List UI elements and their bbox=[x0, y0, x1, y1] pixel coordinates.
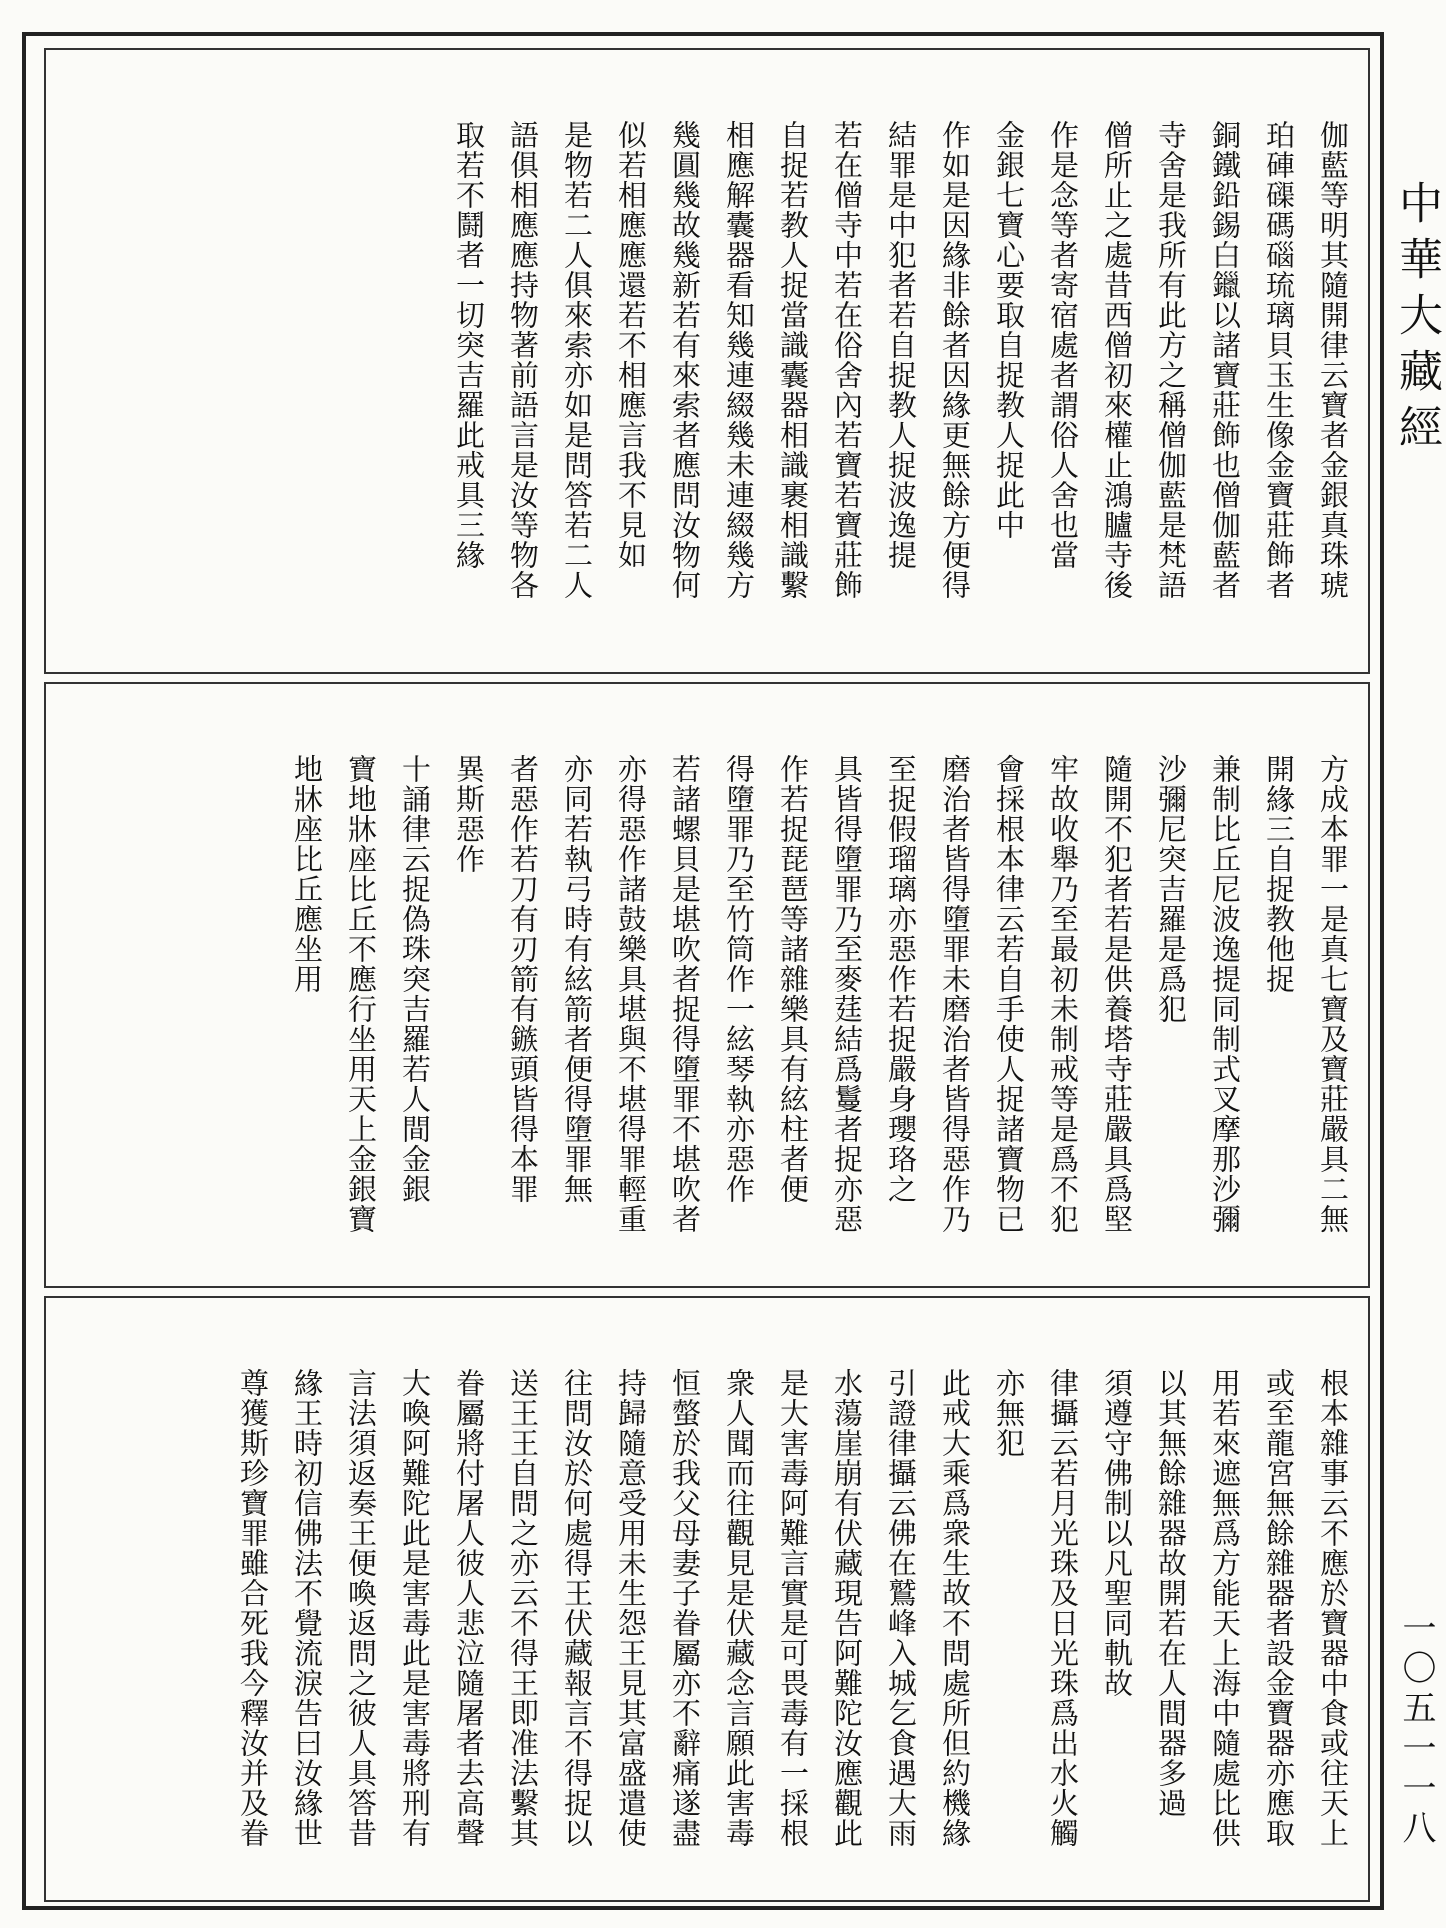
text-panel-middle bbox=[44, 682, 1370, 1288]
text-panel-top bbox=[44, 48, 1370, 674]
text-column: 得墮罪乃至竹筒作一絃琴執亦惡作 bbox=[722, 754, 756, 1204]
text-column: 磨治者皆得墮罪未磨治者皆得惡作乃 bbox=[938, 754, 972, 1234]
text-column: 恒螫於我父母妻子眷屬亦不辭痛遂盡 bbox=[668, 1368, 702, 1848]
text-panel-bottom bbox=[44, 1296, 1370, 1902]
text-column: 自捉若教人捉當識囊器相識裹相識繫 bbox=[776, 120, 810, 600]
text-column: 以其無餘雜器故開若在人間器多過 bbox=[1154, 1368, 1188, 1818]
column-group bbox=[226, 1298, 1360, 1900]
text-column: 者惡作若刀有刃箭有鏃頭皆得本罪 bbox=[506, 754, 540, 1204]
text-column: 十誦律云捉偽珠突吉羅若人間金銀 bbox=[398, 754, 432, 1204]
text-column: 開緣三自捉教他捉 bbox=[1262, 754, 1296, 994]
text-column: 沙彌尼突吉羅是爲犯 bbox=[1154, 754, 1188, 1024]
text-column: 具皆得墮罪乃至麥莛結爲鬘者捉亦惡 bbox=[830, 754, 864, 1234]
text-column: 若在僧寺中若在俗舍內若寶若寶莊飾 bbox=[830, 120, 864, 600]
text-column: 亦無犯 bbox=[992, 1368, 1026, 1458]
text-column: 僧所止之處昔西僧初來權止鴻臚寺後 bbox=[1100, 120, 1134, 600]
text-column: 作若捉琵琶等諸雜樂具有絃柱者便 bbox=[776, 754, 810, 1204]
text-column: 牢故收舉乃至最初未制戒等是爲不犯 bbox=[1046, 754, 1080, 1234]
text-column: 作如是因緣非餘者因緣更無餘方便得 bbox=[938, 120, 972, 600]
text-column: 寶地牀座比丘不應行坐用天上金銀寶 bbox=[344, 754, 378, 1234]
text-column: 作是念等者寄宿處者謂俗人舍也當 bbox=[1046, 120, 1080, 570]
text-column: 若諸螺貝是堪吹者捉得墮罪不堪吹者 bbox=[668, 754, 702, 1234]
page-number: 一〇五一一八 bbox=[1396, 1610, 1436, 1850]
text-column: 衆人聞而往觀見是伏藏念言願此害毒 bbox=[722, 1368, 756, 1848]
text-column: 語俱相應應持物著前語言是汝等物各 bbox=[506, 120, 540, 600]
text-column: 會採根本律云若自手使人捉諸寶物已 bbox=[992, 754, 1026, 1234]
text-column: 至捉假瑠璃亦惡作若捉嚴身瓔珞之 bbox=[884, 754, 918, 1204]
collection-title: 中華大藏經 bbox=[1391, 180, 1442, 460]
text-column: 用若來遮無爲方能天上海中隨處比供 bbox=[1208, 1368, 1242, 1848]
text-column: 尊獲斯珍寶罪雖合死我今釋汝并及眷 bbox=[236, 1368, 270, 1848]
text-column: 是大害毒阿難言實是可畏毒有一採根 bbox=[776, 1368, 810, 1848]
text-column: 引證律攝云佛在鷲峰入城乞食遇大雨 bbox=[884, 1368, 918, 1848]
text-column: 相應解囊器看知幾連綴幾未連綴幾方 bbox=[722, 120, 756, 600]
column-group bbox=[280, 684, 1360, 1286]
text-column: 寺舍是我所有此方之稱僧伽藍是梵語 bbox=[1154, 120, 1188, 600]
text-column: 伽藍等明其隨開律云寶者金銀真珠琥 bbox=[1316, 120, 1350, 600]
text-column: 眷屬將付屠人彼人悲泣隨屠者去高聲 bbox=[452, 1368, 486, 1848]
column-group bbox=[442, 50, 1360, 672]
text-column: 言法須返奏王便喚返問之彼人具答昔 bbox=[344, 1368, 378, 1848]
text-column: 持歸隨意受用未生怨王見其富盛遣使 bbox=[614, 1368, 648, 1848]
text-column: 律攝云若月光珠及日光珠爲出水火觸 bbox=[1046, 1368, 1080, 1848]
text-column: 緣王時初信佛法不覺流淚告曰汝緣世 bbox=[290, 1368, 324, 1848]
text-column: 地牀座比丘應坐用 bbox=[290, 754, 324, 994]
text-column: 或至龍宮無餘雜器者設金寶器亦應取 bbox=[1262, 1368, 1296, 1848]
text-column: 亦同若執弓時有絃箭者便得墮罪無 bbox=[560, 754, 594, 1204]
text-column: 似若相應應還若不相應言我不見如 bbox=[614, 120, 648, 570]
text-column: 隨開不犯者若是供養塔寺莊嚴具爲堅 bbox=[1100, 754, 1134, 1234]
text-column: 異斯惡作 bbox=[452, 754, 486, 874]
text-column: 此戒大乘爲衆生故不問處所但約機緣 bbox=[938, 1368, 972, 1848]
text-column: 珀硨磲碼碯琉璃貝玉生像金寶莊飾者 bbox=[1262, 120, 1296, 600]
text-column: 大喚阿難陀此是害毒此是害毒將刑有 bbox=[398, 1368, 432, 1848]
text-column: 是物若二人俱來索亦如是問答若二人 bbox=[560, 120, 594, 600]
text-column: 亦得惡作諸鼓樂具堪與不堪得罪輕重 bbox=[614, 754, 648, 1234]
text-column: 銅鐵鉛錫白鑞以諸寶莊飾也僧伽藍者 bbox=[1208, 120, 1242, 600]
text-column: 結罪是中犯者若自捉教人捉波逸提 bbox=[884, 120, 918, 570]
text-column: 往問汝於何處得王伏藏報言不得捉以 bbox=[560, 1368, 594, 1848]
text-column: 送王王自問之亦云不得王即准法繫其 bbox=[506, 1368, 540, 1848]
text-column: 根本雜事云不應於寶器中食或往天上 bbox=[1316, 1368, 1350, 1848]
text-column: 水蕩崖崩有伏藏現告阿難陀汝應觀此 bbox=[830, 1368, 864, 1848]
text-column: 須遵守佛制以凡聖同軌故 bbox=[1100, 1368, 1134, 1698]
text-column: 幾圓幾故幾新若有來索者應問汝物何 bbox=[668, 120, 702, 600]
text-column: 取若不鬪者一切突吉羅此戒具三緣 bbox=[452, 120, 486, 570]
text-column: 方成本罪一是真七寶及寶莊嚴具二無 bbox=[1316, 754, 1350, 1234]
text-column: 金銀七寶心要取自捉教人捉此中 bbox=[992, 120, 1026, 540]
text-column: 兼制比丘尼波逸提同制式叉摩那沙彌 bbox=[1208, 754, 1242, 1234]
